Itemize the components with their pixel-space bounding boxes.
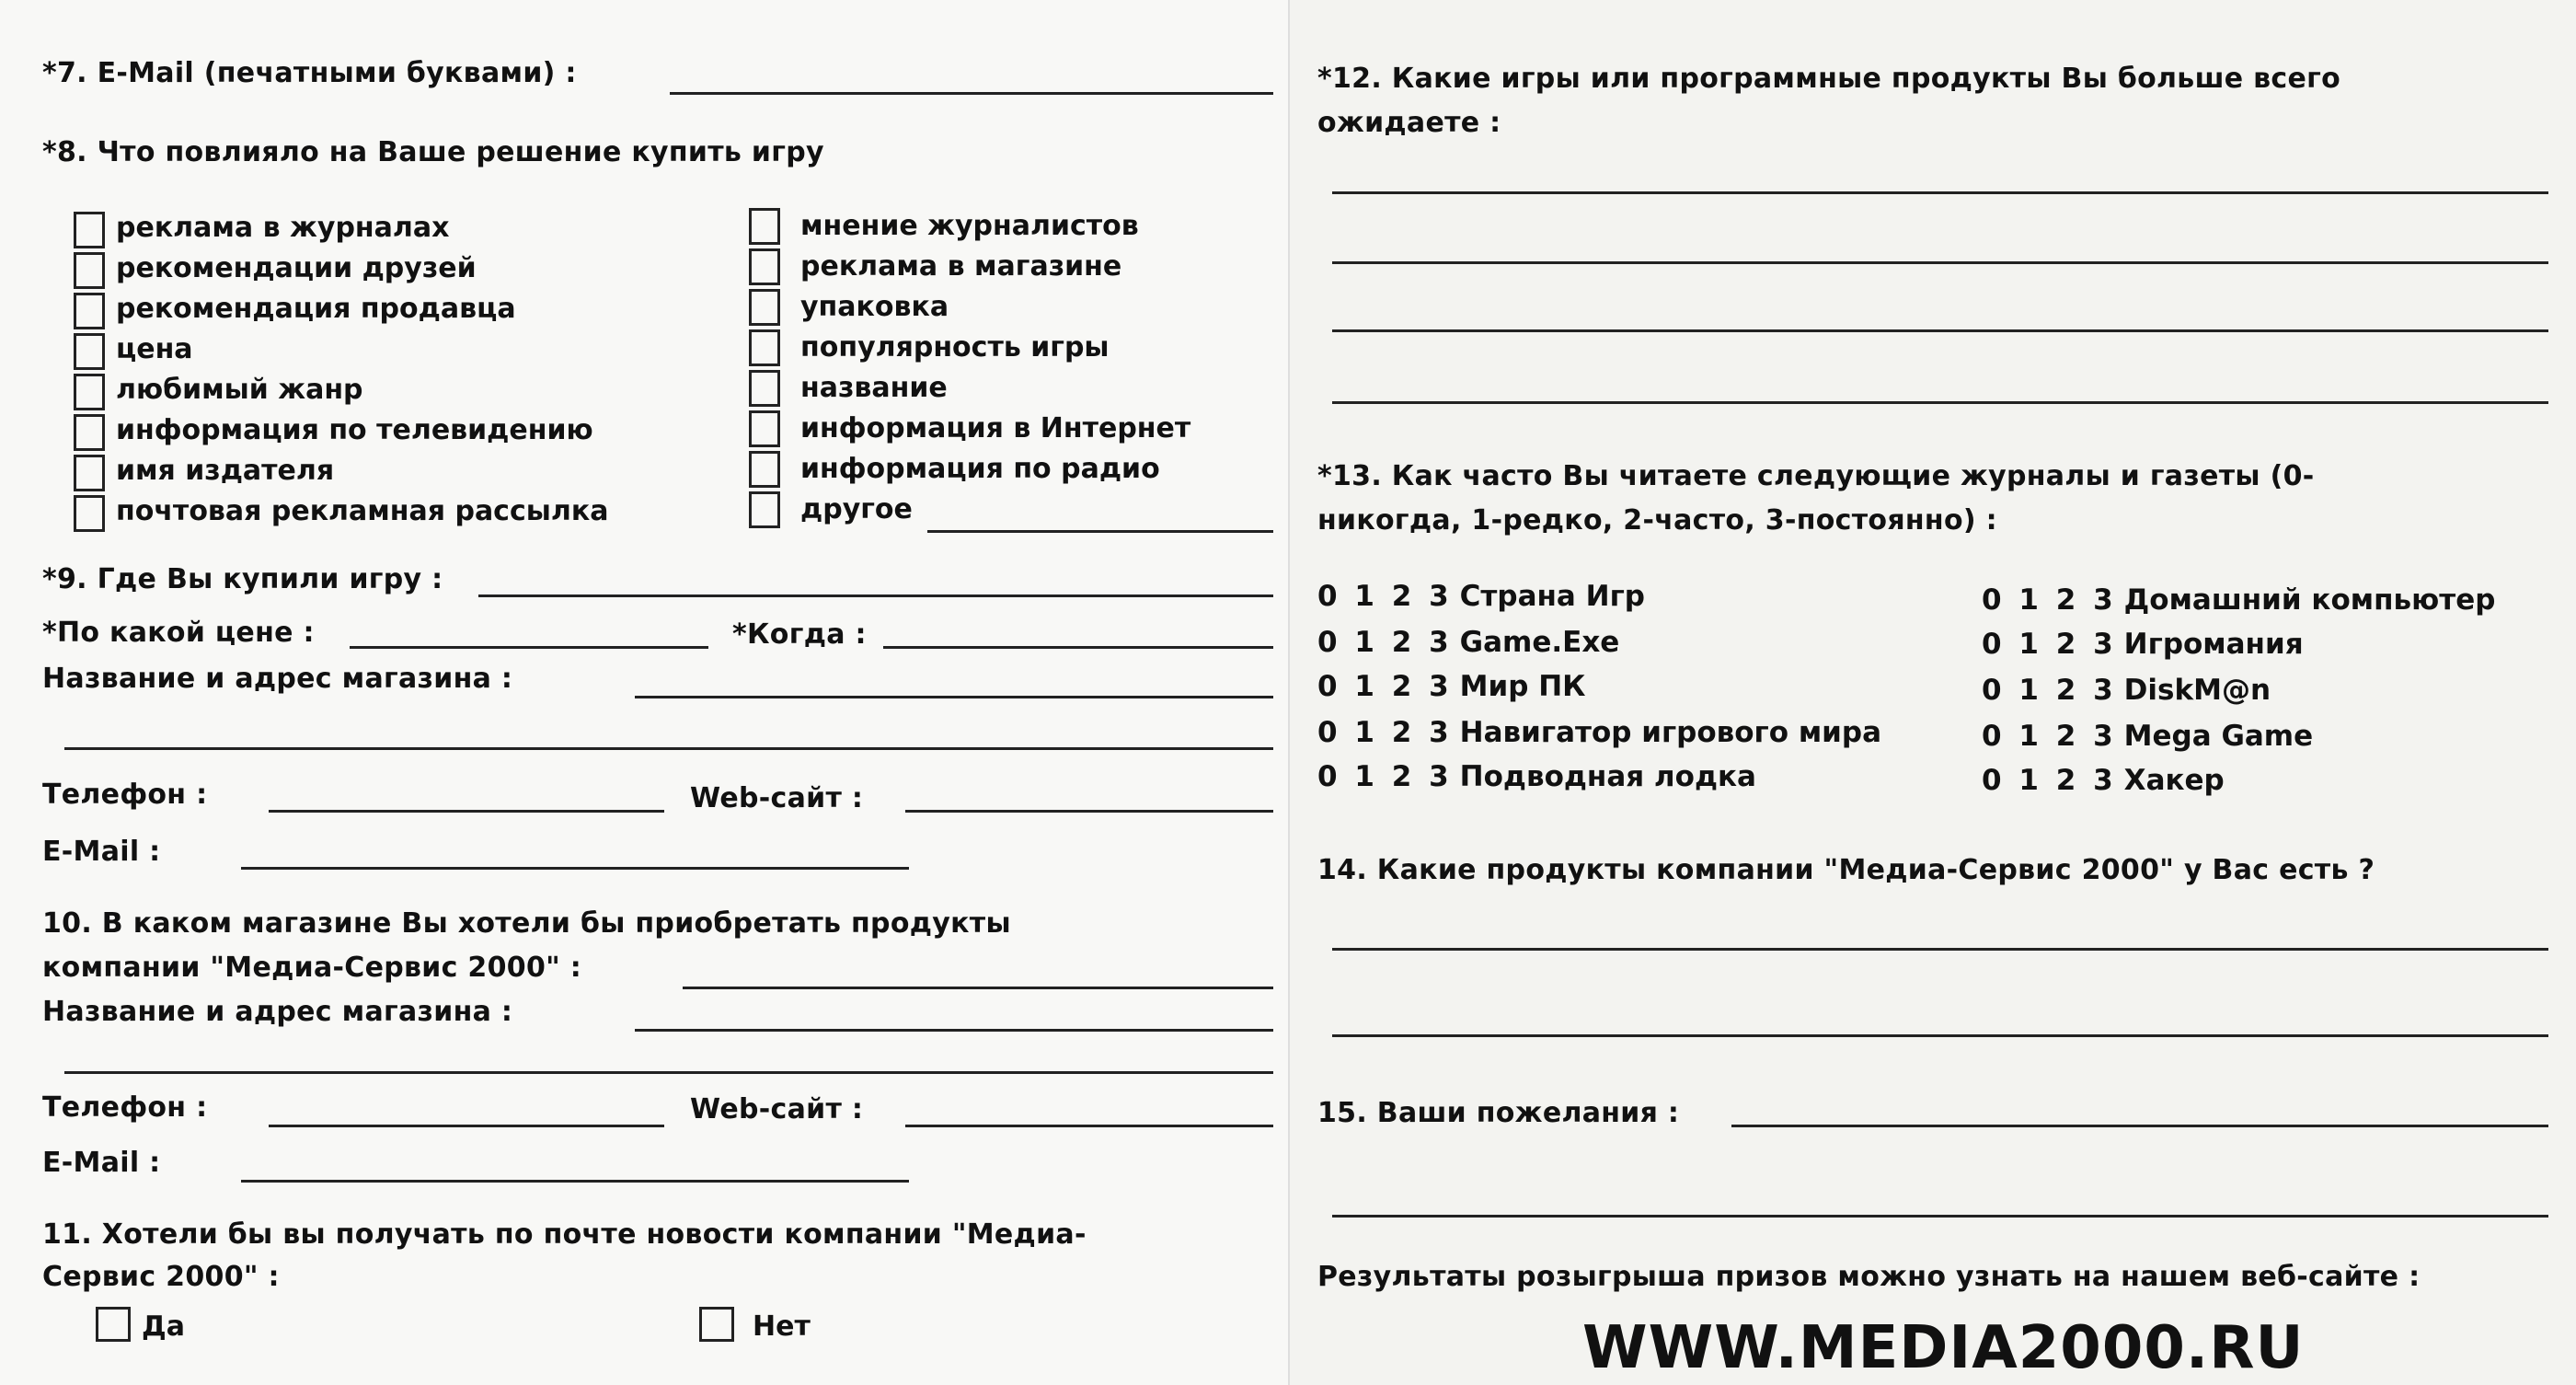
option-label: упаковка [800, 291, 949, 323]
email-field[interactable] [241, 867, 909, 870]
magazine-name: Мир ПК [1459, 670, 1586, 703]
checkbox[interactable] [749, 248, 780, 285]
checkbox[interactable] [749, 289, 780, 326]
option-label: рекомендации друзей [116, 252, 477, 284]
phone-label: Телефон : [42, 779, 208, 811]
web-field-2[interactable] [905, 1125, 1273, 1127]
email-label: E-Mail : [42, 836, 161, 868]
store-name-field[interactable] [635, 696, 1273, 698]
yes-checkbox[interactable] [96, 1307, 131, 1342]
when-field[interactable] [883, 646, 1273, 649]
q11-label-line1: 11. Хотели бы вы получать по почте новости компании "Медиа- [42, 1218, 1087, 1251]
price-field[interactable] [350, 646, 708, 649]
rating-scale: 0 1 2 3 [1317, 580, 1449, 613]
rating-scale: 0 1 2 3 [1317, 670, 1449, 703]
magazine-name: Навигатор игрового мира [1459, 716, 1882, 749]
option-label: информация в Интернет [800, 412, 1191, 444]
rating-scale: 0 1 2 3 [1982, 583, 2113, 617]
no-checkbox[interactable] [699, 1307, 734, 1342]
q9-label: *9. Где Вы купили игру : [42, 563, 443, 595]
q14-field[interactable] [1332, 948, 2548, 951]
web-field[interactable] [905, 810, 1273, 813]
checkbox[interactable] [74, 293, 105, 329]
q12-field[interactable] [1332, 401, 2548, 404]
q13-label-line1: *13. Как часто Вы читаете следующие журналы и газеты (0- [1317, 460, 2315, 492]
option-label: имя издателя [116, 455, 335, 487]
magazine-row[interactable] [1982, 720, 2313, 753]
store-name-field-2[interactable] [635, 1029, 1273, 1032]
q9-field[interactable] [478, 594, 1273, 597]
q13-label-line2: никогда, 1-редко, 2-часто, 3-постоянно) : [1317, 504, 1997, 537]
option-label: название [800, 372, 948, 404]
q8-label: *8. Что повлияло на Ваше решение купить игру [42, 136, 824, 168]
checkbox[interactable] [749, 329, 780, 366]
rating-scale: 0 1 2 3 [1982, 764, 2113, 797]
option-label: мнение журналистов [800, 210, 1139, 242]
magazine-row[interactable] [1317, 716, 1881, 749]
rating-scale: 0 1 2 3 [1317, 760, 1449, 793]
option-label: рекомендация продавца [116, 293, 516, 325]
option-label: информация по телевидению [116, 414, 593, 446]
q14-field[interactable] [1332, 1034, 2548, 1037]
magazine-name: Game.Exe [1459, 626, 1620, 659]
right-page [1288, 0, 2576, 1385]
checkbox[interactable] [749, 208, 780, 245]
magazine-name: Страна Игр [1459, 580, 1645, 613]
checkbox[interactable] [74, 495, 105, 532]
magazine-row[interactable] [1982, 674, 2271, 707]
magazine-row[interactable] [1982, 583, 2495, 617]
magazine-name: Подводная лодка [1459, 760, 1756, 793]
magazine-row[interactable] [1982, 764, 2225, 797]
other-field[interactable] [927, 530, 1273, 533]
rating-scale: 0 1 2 3 [1982, 720, 2113, 753]
checkbox[interactable] [74, 374, 105, 410]
q15-label: 15. Ваши пожелания : [1317, 1097, 1680, 1129]
web-label-2: Web-сайт : [690, 1093, 864, 1125]
rating-scale: 0 1 2 3 [1317, 716, 1449, 749]
q10-label-line1: 10. В каком магазине Вы хотели бы приобретать продукты [42, 907, 1011, 940]
q12-field[interactable] [1332, 329, 2548, 332]
checkbox[interactable] [74, 252, 105, 289]
magazine-row[interactable] [1317, 580, 1645, 613]
checkbox[interactable] [749, 491, 780, 528]
q7-label: *7. E-Mail (печатными буквами) : [42, 57, 577, 89]
q10-field[interactable] [683, 987, 1273, 989]
option-label: любимый жанр [116, 374, 363, 406]
q12-field[interactable] [1332, 261, 2548, 264]
q12-label-line1: *12. Какие игры или программные продукты Вы больше всего [1317, 63, 2341, 95]
option-label: цена [116, 333, 193, 365]
store-name-label-2: Название и адрес магазина : [42, 996, 513, 1028]
store-name-label: Название и адрес магазина : [42, 663, 513, 695]
checkbox[interactable] [74, 455, 105, 491]
checkbox[interactable] [74, 333, 105, 370]
checkbox[interactable] [749, 370, 780, 407]
magazine-name: Mega Game [2123, 720, 2314, 753]
option-label: другое [800, 493, 913, 525]
when-label: *Когда : [732, 618, 867, 651]
q10-label-line2: компании "Медиа-Сервис 2000" : [42, 952, 582, 984]
no-label: Нет [753, 1310, 811, 1343]
magazine-row[interactable] [1982, 628, 2304, 661]
checkbox[interactable] [749, 451, 780, 488]
option-label: реклама в магазине [800, 250, 1122, 283]
web-label: Web-сайт : [690, 782, 864, 814]
yes-label: Да [142, 1310, 185, 1343]
magazine-row[interactable] [1317, 670, 1586, 703]
q11-label-line2: Сервис 2000" : [42, 1261, 280, 1293]
magazine-name: Игромания [2123, 628, 2304, 661]
magazine-name: Хакер [2123, 764, 2225, 797]
magazine-name: DiskM@n [2123, 674, 2271, 707]
q7-email-field[interactable] [670, 92, 1273, 95]
option-label: почтовая рекламная рассылка [116, 495, 609, 527]
checkbox[interactable] [749, 410, 780, 447]
rating-scale: 0 1 2 3 [1317, 626, 1449, 659]
phone-field-2[interactable] [269, 1125, 664, 1127]
store-address-field[interactable] [64, 747, 1273, 750]
email-field-2[interactable] [241, 1180, 909, 1183]
checkbox[interactable] [74, 212, 105, 248]
option-label: информация по радио [800, 453, 1160, 485]
rating-scale: 0 1 2 3 [1982, 628, 2113, 661]
rating-scale: 0 1 2 3 [1982, 674, 2113, 707]
q12-label-line2: ожидаете : [1317, 107, 1501, 139]
q14-label: 14. Какие продукты компании "Медиа-Сервис 2000" у Вас есть ? [1317, 854, 2375, 886]
q15-field[interactable] [1332, 1215, 2548, 1218]
magazine-row[interactable] [1317, 626, 1619, 659]
checkbox[interactable] [74, 414, 105, 451]
magazine-row[interactable] [1317, 760, 1756, 793]
option-label: реклама в журналах [116, 212, 450, 244]
phone-label-2: Телефон : [42, 1091, 208, 1124]
q12-field[interactable] [1332, 191, 2548, 194]
results-label: Результаты розыгрыша призов можно узнать на нашем веб-сайте : [1317, 1261, 2421, 1293]
option-label: популярность игры [800, 331, 1110, 364]
email-label-2: E-Mail : [42, 1147, 161, 1179]
price-label: *По какой цене : [42, 617, 315, 649]
q15-field[interactable] [1731, 1125, 2548, 1127]
magazine-name: Домашний компьютер [2123, 583, 2496, 617]
website-url[interactable]: WWW.MEDIA2000.RU [1582, 1314, 2305, 1382]
phone-field[interactable] [269, 810, 664, 813]
store-address-field-2[interactable] [64, 1071, 1273, 1074]
